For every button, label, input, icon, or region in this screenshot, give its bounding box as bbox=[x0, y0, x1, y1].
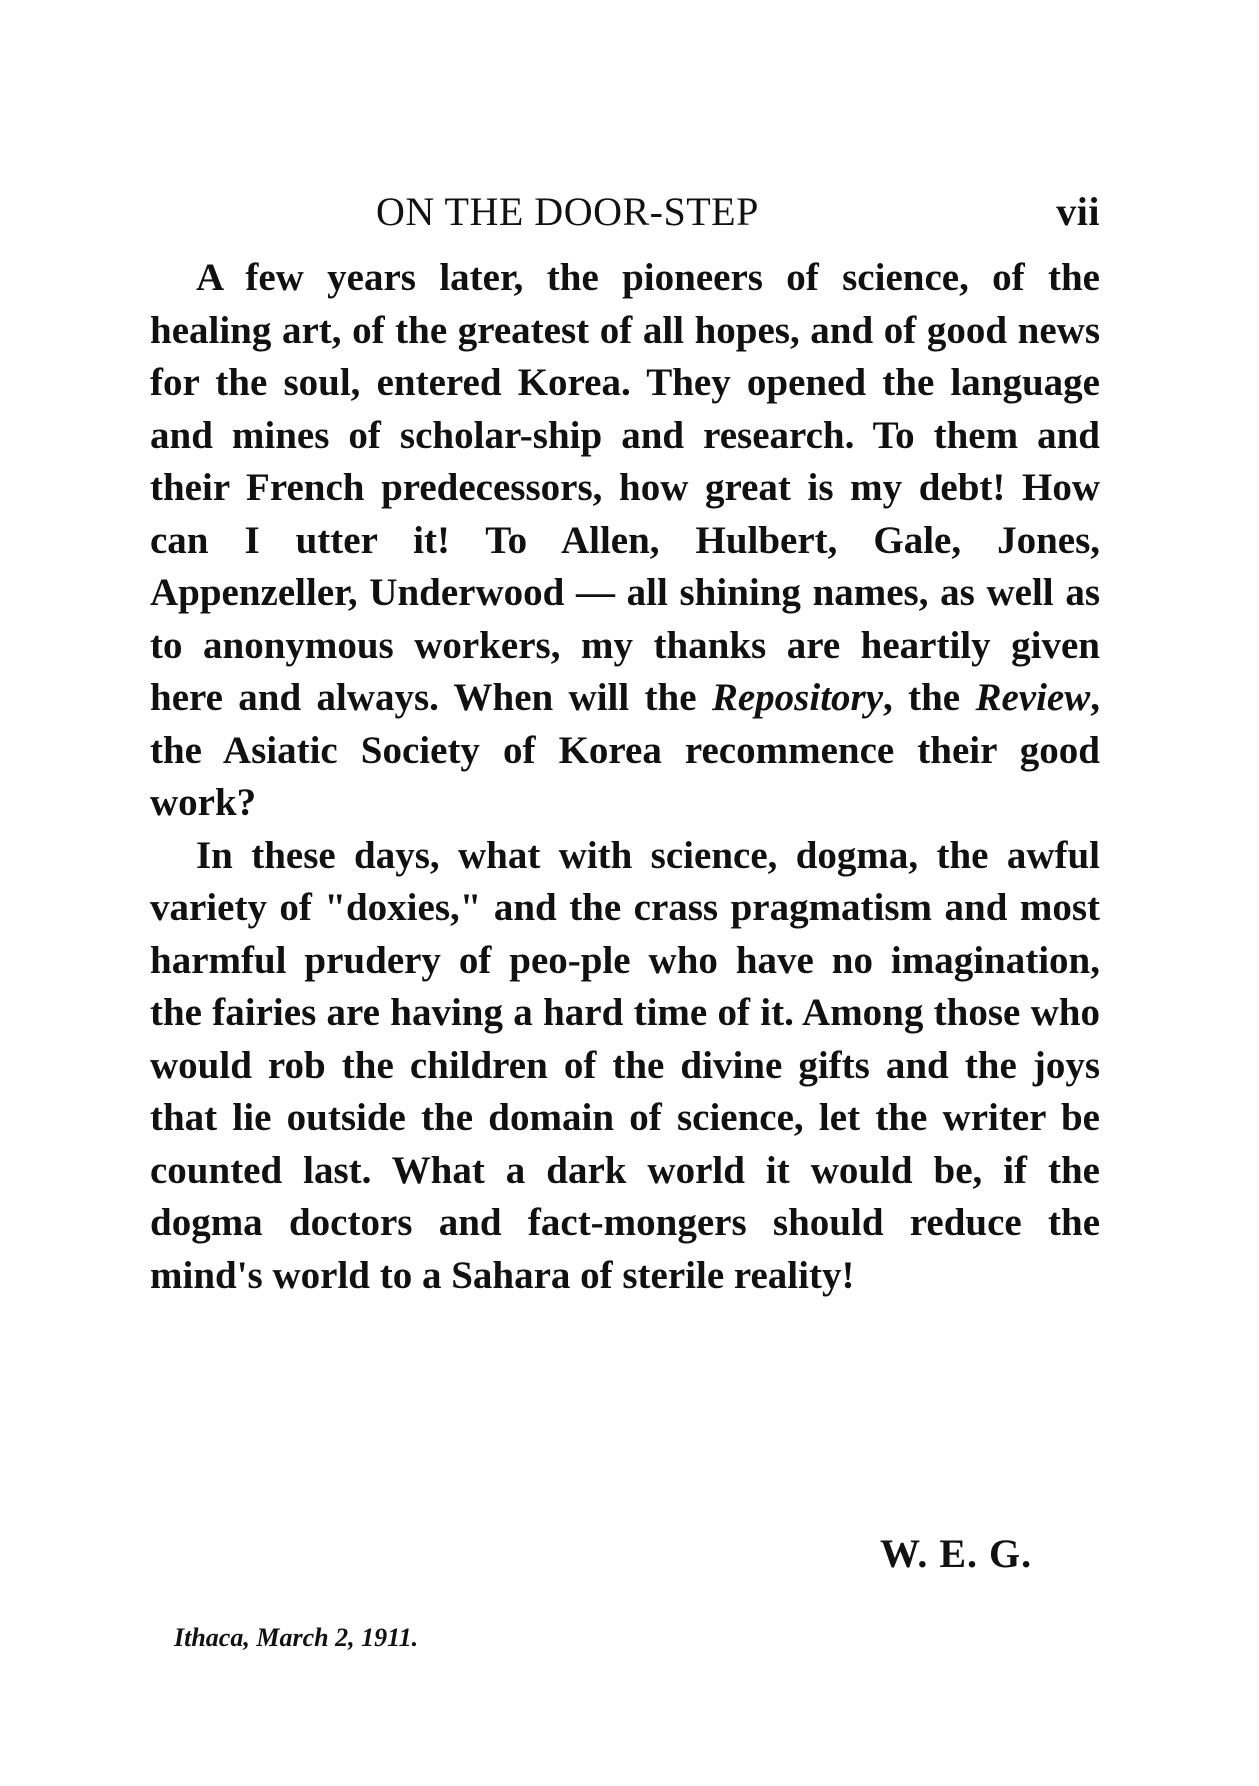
page-number: vii bbox=[1056, 189, 1100, 234]
italic-title-review: Review bbox=[975, 676, 1091, 719]
paragraph-acknowledgements bbox=[150, 252, 1100, 830]
author-signature: W. E. G. bbox=[880, 1531, 1033, 1576]
running-title: ON THE DOOR-STEP bbox=[376, 189, 759, 234]
paragraph-text: A few years later, the pioneers of science, of the healing art, of the greatest of all hopes, and of good news for the soul, entered Korea. They opened the language and mines of scholar-ship and research. To them and their French predecessors, how great is my debt! How can I utter it! To Allen, Hulbert, Gale, Jones, Appenzeller, Underwood — all shining names, as well as to anonymous workers, my thanks are heartily given here and always. When will the bbox=[150, 256, 1100, 719]
paragraph-fairies: In these days, what with science, dogma, the awful variety of "doxies," and the crass pragmatism and most harmful prudery of peo-ple who have no imagination, the fairies are having a hard time of it. Among those who would rob the children of the divine gifts and the joys that lie outside the domain of science, let the writer be counted last. What a dark world it would be, if the dogma doctors and fact-mongers should reduce the mind's world to a Sahara of sterile reality! bbox=[150, 833, 1100, 1297]
body-text bbox=[150, 252, 1100, 1302]
running-head bbox=[150, 188, 1100, 238]
paragraph-text: , the Asiatic Society of Korea recommence their good work? bbox=[150, 676, 1100, 824]
paragraph-text: , the bbox=[883, 676, 976, 719]
italic-title-repository: Repository bbox=[711, 676, 884, 719]
dateline: Ithaca, March 2, 1911. bbox=[174, 1623, 419, 1652]
